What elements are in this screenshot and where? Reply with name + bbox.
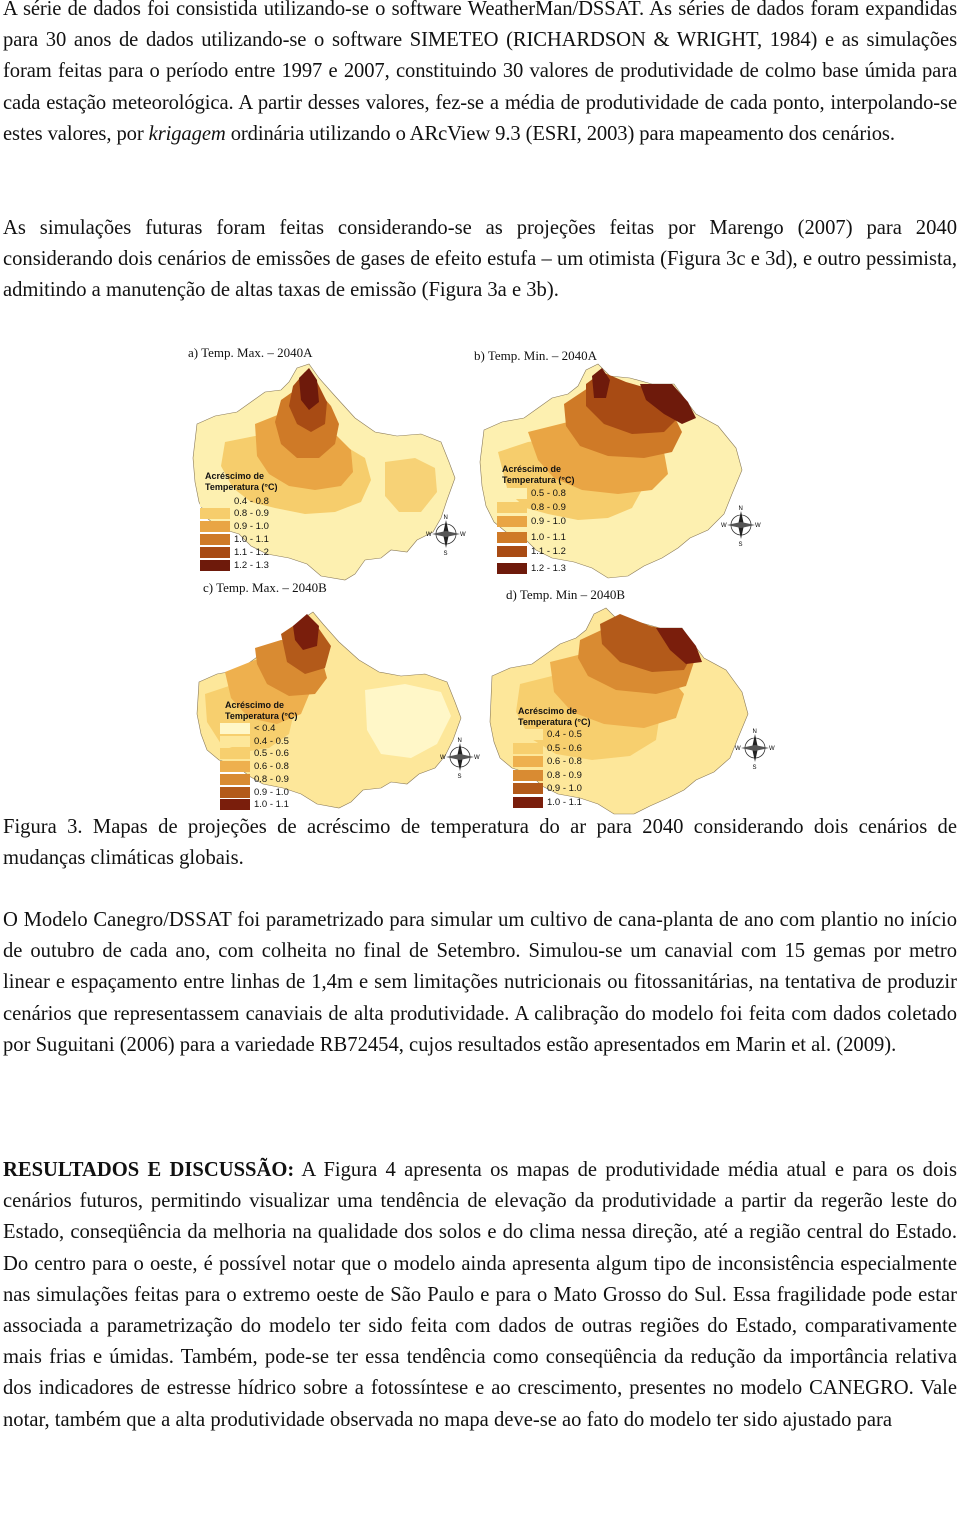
legend-swatch [220,799,250,810]
figure-3 [0,340,960,810]
legend-label: 0.9 - 1.0 [254,786,289,798]
paragraph-methods-2 [3,213,957,307]
legend-d-item [513,742,582,754]
legend-label: 0.4 - 0.5 [254,735,289,747]
legend-label: 0.8 - 0.9 [254,773,289,785]
legend-title-line: Temperatura (°C) [502,475,575,485]
legend-d-item [513,728,582,740]
paragraph-text: A série de dados foi consistida utilizando-se o software WeatherMan/DSSAT. As séries de dados foram expandidas para 30 anos de dados utilizando-se o software SIMETEO (RICHARDSON & WRIGHT, 1984) e as simulações foram feitas para o período entre 1997 e 2007, constituindo 30 valores de produtividade de colmo base úmida para cada estação meteorológica. A partir desses valores, fez-se a média de produtividade de cada ponto, interpolando-se estes valores, por krigagem ordinária utilizando o ARcView 9.3 (ESRI, 2003) para mapeamento dos cenários. [3,0,957,145]
legend-swatch [220,736,250,747]
paragraph-text: O Modelo Canegro/DSSAT foi parametrizado para simular um cultivo de cana-planta de ano com plantio no início de outubro de cada ano, com colheita no final de Setembro. Simulou-se um canavial com 15 gemas por metro linear e espaçamento entre linhas de 1,4m e sem limitações nutricionais ou fitossanitárias, na tentativa de produzir cenários que representassem canaviais de alta produtividade. A calibração do modelo foi feita com dados coletado por Suguitani (2006) para a variedade RB72454, cujos resultados estão apresentados em Marin et al. (2009). [3,909,957,1056]
legend-swatch [200,521,230,532]
legend-label: 0.4 - 0.5 [547,728,582,740]
legend-swatch [220,787,250,798]
legend-label: 0.8 - 0.9 [531,501,566,513]
figure-caption [3,812,957,874]
legend-swatch [497,546,527,557]
legend-swatch [513,797,543,808]
panel-label-c: c) Temp. Max. – 2040B [203,580,327,595]
legend-b-item [497,515,566,527]
compass-w: W [440,755,446,761]
compass-n: N [738,506,743,512]
legend-label: 0.9 - 1.0 [547,782,582,794]
legend-c-item [220,773,289,785]
compass-w: W [426,532,432,538]
compass-rose-icon [440,735,480,779]
caption-text: Figura 3. Mapas de projeções de acréscimo de temperatura do ar para 2040 considerando dois cenários de mudanças climáticas globais. [3,816,957,870]
legend-swatch [497,516,527,527]
legend-label: 0.8 - 0.9 [234,507,269,519]
legend-b-item [497,545,566,557]
legend-a-item [200,546,269,558]
compass-e: W [474,755,480,761]
legend-a-item [200,559,269,571]
compass-e: W [460,532,466,538]
legend-d-item [513,769,582,781]
legend-label: 0.6 - 0.8 [547,755,582,767]
legend-b-title [502,464,574,486]
legend-label: 0.9 - 1.0 [531,515,566,527]
compass-rose-icon [721,503,761,547]
legend-title-line: Acréscimo de [205,471,265,481]
paragraph-results [3,1155,957,1436]
legend-a-item [200,507,269,519]
legend-label: 0.4 - 0.8 [234,495,269,507]
legend-swatch [220,748,250,759]
legend-a-item [200,533,269,545]
legend-swatch [220,774,250,785]
legend-c-item [220,735,289,747]
legend-label: 0.6 - 0.8 [254,760,289,772]
legend-b-item [497,501,566,513]
compass-n: N [443,515,448,521]
compass-n: N [457,738,462,744]
compass-s: S [738,542,743,547]
legend-swatch [200,534,230,545]
compass-e: W [755,523,761,529]
compass-s: S [443,551,448,556]
legend-label: 1.0 - 1.1 [234,533,269,545]
section-heading: RESULTADOS E DISCUSSÃO: [3,1159,295,1181]
compass-w: W [721,523,727,529]
legend-label: 1.0 - 1.1 [531,531,566,543]
legend-swatch [220,723,250,734]
legend-swatch [497,532,527,543]
legend-label: 1.2 - 1.3 [234,559,269,571]
legend-label: 0.8 - 0.9 [547,769,582,781]
panel-label-a: a) Temp. Max. – 2040A [188,345,313,360]
legend-title-line: Acréscimo de [225,700,285,710]
legend-b-item [497,487,566,499]
compass-n: N [752,729,757,735]
compass-s: S [457,774,462,779]
legend-c-item [220,798,289,810]
legend-swatch [200,508,230,519]
legend-label: 1.1 - 1.2 [234,546,269,558]
legend-swatch [513,756,543,767]
compass-rose-icon [735,726,775,770]
legend-label: 1.2 - 1.3 [531,562,566,574]
legend-label: 0.5 - 0.6 [547,742,582,754]
legend-swatch [200,547,230,558]
legend-swatch [497,488,527,499]
legend-label: 0.5 - 0.8 [531,487,566,499]
compass-rose-icon [426,512,466,556]
paragraph-model [3,905,957,1061]
legend-title-line: Temperatura (°C) [205,482,278,492]
legend-a-item [200,520,269,532]
legend-c-title [225,700,297,722]
legend-swatch [513,770,543,781]
legend-swatch [513,743,543,754]
legend-title-line: Temperatura (°C) [518,717,591,727]
legend-swatch [497,502,527,513]
legend-swatch [200,560,230,571]
paragraph-text: As simulações futuras foram feitas considerando-se as projeções feitas por Marengo (2007) para 2040 considerando dois cenários de emissões de gases de efeito estufa – um otimista (Figura 3c e 3d), e outro pessimista, admitindo a manutenção de altas taxas de emissão (Figura 3a e 3b). [3,217,957,302]
legend-d-title [518,706,590,728]
legend-a-item [200,495,269,507]
legend-title-line: Acréscimo de [518,706,578,716]
legend-c-item [220,722,275,734]
legend-label: 1.1 - 1.2 [531,545,566,557]
legend-label: < 0.4 [254,722,276,734]
legend-c-item [220,786,289,798]
legend-swatch [513,783,543,794]
paragraph-text: A Figura 4 apresenta os mapas de produtividade média atual e para os dois cenários futuros, permitindo visualizar uma tendência de elevação da produtividade a partir da regerão leste do Estado, conseqüência da melhoria na qualidade dos solos e do clima nessa direção, até a região central do Estado. Do centro para o oeste, é possível notar que o modelo ainda apresenta algum tipo de inconsistência especialmente nas simulações feitas para o extremo oeste de São Paulo e para o Mato Grosso do Sul. Essa fragilidade pode estar associada a parametrização do modelo ter sido feita com dados de outras regiões do Estado, comparativamente mais frias e úmidas. Também, pode-se ter essa tendência como conseqüência da redução da importância relativa dos indicadores de estresse hídrico sobre a fotossíntese e ao crescimento, presentes no modelo CANEGRO. Vale notar, também que a alta produtividade observada no mapa deve-se ao fato do modelo ter sido ajustado para [3,1159,957,1431]
legend-b-item [497,562,566,574]
legend-d-item [513,796,582,808]
legend-label: 1.0 - 1.1 [547,796,582,808]
legend-swatch [200,496,230,507]
legend-label: 0.5 - 0.6 [254,747,289,759]
compass-e: W [769,746,775,752]
legend-title-line: Temperatura (°C) [225,711,298,721]
compass-w: W [735,746,741,752]
legend-a-title [205,471,277,493]
legend-swatch [513,729,543,740]
legend-b-item [497,531,566,543]
panel-label-d: d) Temp. Min – 2040B [506,587,626,602]
legend-c-item [220,747,289,759]
legend-title-line: Acréscimo de [502,464,562,474]
legend-c-item [220,760,289,772]
compass-s: S [752,765,757,770]
legend-label: 1.0 - 1.1 [254,798,289,810]
paragraph-methods-1 [3,0,957,150]
legend-swatch [220,761,250,772]
legend-swatch [497,563,527,574]
legend-label: 0.9 - 1.0 [234,520,269,532]
legend-d-item [513,782,582,794]
legend-d-item [513,755,582,767]
panel-label-b: b) Temp. Min. – 2040A [474,348,598,363]
